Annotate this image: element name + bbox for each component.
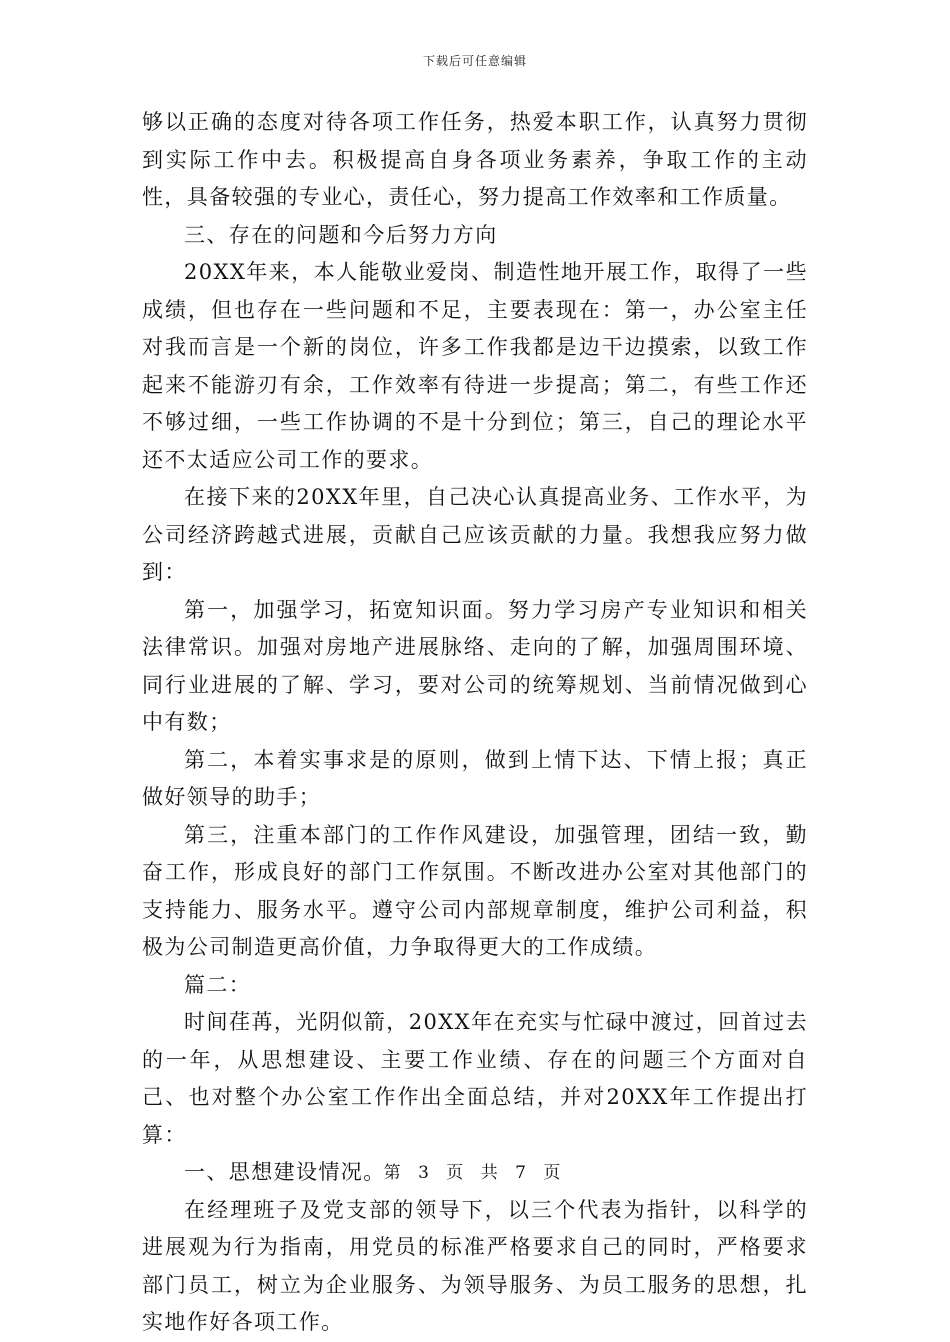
page-header-note: 下载后可任意编辑: [422, 54, 527, 68]
section-heading-part-two: 篇二：: [184, 972, 252, 997]
page-number-footer: 第 3 页 共 7 页: [383, 1163, 567, 1183]
paragraph-plan-second: 第二，本着实事求是的原则，做到上情下达、下情上报；真正做好领导的助手；: [142, 747, 808, 809]
paragraph-plan-first: 第一，加强学习，拓宽知识面。努力学习房产专业知识和相关法律常识。加强对房地产进展脉络、走向的了解，加强周围环境、同行业进展的了解、学习，要对公司的统筹规划、当前情况做到心中有数；: [142, 597, 808, 734]
section-heading-problems: 三、存在的问题和今后努力方向: [184, 222, 498, 247]
document-body: [142, 104, 808, 1342]
paragraph-problems: 20XX年来，本人能敬业爱岗、制造性地开展工作，取得了一些成绩，但也存在一些问题和不足，主要表现在：第一，办公室主任对我而言是一个新的岗位，许多工作我都是边干边摸索，以致工作起来不能游刃有余，工作效率有待进一步提高；第二，有些工作还不够过细，一些工作协调的不是十分到位；第三，自己的理论水平还不太适应公司工作的要求。: [142, 260, 808, 472]
section-heading-ideology: 一、思想建设情况。: [184, 1160, 386, 1184]
paragraph-plan-intro: 在接下来的20XX年里，自己决心认真提高业务、工作水平，为公司经济跨越式进展，贡献自己应该贡献的力量。我想我应努力做到：: [142, 485, 808, 584]
paragraph-part-two-intro: 时间荏苒，光阴似箭，20XX年在充实与忙碌中渡过，回首过去的一年，从思想建设、主要工作业绩、存在的问题三个方面对自己、也对整个办公室工作作出全面总结，并对20XX年工作提出打算：: [142, 1010, 808, 1147]
paragraph-plan-third: 第三，注重本部门的工作作风建设，加强管理，团结一致，勤奋工作，形成良好的部门工作氛围。不断改进办公室对其他部门的支持能力、服务水平。遵守公司内部规章制度，维护公司利益，积极为公司制造更高价值，力争取得更大的工作成绩。: [142, 822, 808, 959]
paragraph-continuation: 够以正确的态度对待各项工作任务，热爱本职工作，认真努力贯彻到实际工作中去。积极提高自身各项业务素养，争取工作的主动性，具备较强的专业心，责任心，努力提高工作效率和工作质量。: [142, 110, 808, 209]
paragraph-ideology: 在经理班子及党支部的领导下，以三个代表为指针，以科学的进展观为行为指南，用党员的标准严格要求自己的同时，严格要求部门员工，树立为企业服务、为领导服务、为员工服务的思想，扎实地作好各项工作。: [142, 1197, 808, 1334]
